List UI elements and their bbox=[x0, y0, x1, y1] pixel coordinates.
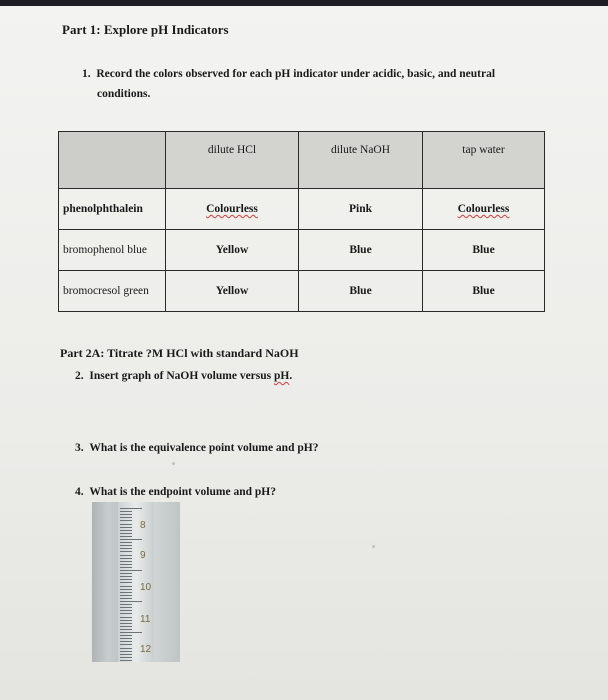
burette-tick bbox=[120, 623, 132, 624]
color-cell: Yellow bbox=[166, 271, 299, 312]
burette-tick bbox=[120, 641, 132, 642]
burette-tick bbox=[120, 607, 132, 608]
burette-tick bbox=[120, 530, 132, 531]
color-cell: Blue bbox=[299, 230, 423, 271]
table-header-cell: dilute NaOH bbox=[299, 132, 423, 189]
question-1-text: Record the colors observed for each pH indicator under acidic, basic, and neutral bbox=[96, 68, 496, 80]
question-2 bbox=[75, 370, 292, 382]
question-3-number: 3. bbox=[75, 442, 84, 454]
color-cell: Blue bbox=[423, 230, 545, 271]
burette-tick bbox=[120, 626, 132, 627]
burette-tick bbox=[120, 592, 132, 593]
burette-tick bbox=[120, 654, 132, 655]
question-1-number: 1. bbox=[82, 68, 91, 80]
indicator-table bbox=[58, 131, 545, 312]
question-2-period: . bbox=[289, 370, 293, 382]
table-row bbox=[59, 189, 545, 230]
burette-tick bbox=[120, 635, 132, 636]
color-cell: Yellow bbox=[166, 230, 299, 271]
burette-tick bbox=[120, 527, 132, 528]
color-cell bbox=[166, 189, 299, 230]
burette-tick bbox=[120, 533, 132, 534]
burette-tick bbox=[120, 617, 132, 618]
burette-tick bbox=[120, 613, 132, 614]
color-cell bbox=[423, 189, 545, 230]
burette-label: 10 bbox=[140, 582, 152, 593]
table-header-row bbox=[59, 132, 545, 189]
burette-tick bbox=[120, 629, 132, 630]
burette-tick bbox=[120, 514, 132, 515]
burette-tick bbox=[120, 555, 132, 556]
burette-tick bbox=[120, 586, 132, 587]
burette-tick bbox=[120, 536, 132, 537]
burette-tick bbox=[120, 576, 132, 577]
burette-tick bbox=[120, 520, 132, 521]
color-cell: Pink bbox=[299, 189, 423, 230]
burette-tick bbox=[120, 620, 132, 621]
indicator-name-cell: bromocresol green bbox=[59, 271, 166, 312]
burette-tick bbox=[120, 545, 132, 546]
burette-tick bbox=[120, 511, 132, 512]
burette-tick bbox=[120, 561, 132, 562]
burette-tick bbox=[120, 598, 132, 599]
question-1-line2: conditions. bbox=[97, 88, 151, 100]
burette-tick bbox=[120, 508, 142, 509]
burette-tick bbox=[120, 573, 132, 574]
question-3 bbox=[75, 442, 318, 454]
burette-tick bbox=[120, 582, 132, 583]
question-4-text: What is the endpoint volume and pH? bbox=[89, 486, 276, 498]
question-1-line1 bbox=[82, 68, 495, 80]
indicator-name-cell: bromophenol blue bbox=[59, 230, 166, 271]
burette-tick bbox=[120, 604, 132, 605]
burette-tick bbox=[120, 564, 132, 565]
burette-label: 8 bbox=[140, 520, 146, 531]
color-cell: Blue bbox=[423, 271, 545, 312]
burette-tick bbox=[120, 595, 132, 596]
burette-tick bbox=[120, 558, 132, 559]
color-value: Colourless bbox=[457, 203, 510, 215]
question-2-ph: pH bbox=[274, 370, 290, 382]
color-cell: Blue bbox=[299, 271, 423, 312]
burette-tick bbox=[120, 567, 132, 568]
table-header-cell: dilute HCl bbox=[166, 132, 299, 189]
paper-speck bbox=[372, 545, 375, 548]
question-2-number: 2. bbox=[75, 370, 84, 382]
burette-tick bbox=[120, 579, 132, 580]
burette-tick bbox=[120, 644, 132, 645]
burette-photo bbox=[92, 502, 180, 662]
burette-label: 12 bbox=[140, 644, 152, 655]
burette-tick bbox=[120, 632, 142, 633]
top-edge bbox=[0, 0, 608, 6]
table-header-cell bbox=[59, 132, 166, 189]
burette-tick bbox=[120, 657, 132, 658]
burette-tick bbox=[120, 610, 132, 611]
burette-tick bbox=[120, 589, 132, 590]
question-2-text: Insert graph of NaOH volume versus bbox=[89, 370, 275, 382]
burette-tick bbox=[120, 570, 142, 571]
color-value: Colourless bbox=[206, 203, 258, 215]
burette-tick bbox=[120, 651, 132, 652]
table-header-cell: tap water bbox=[423, 132, 545, 189]
table-row bbox=[59, 271, 545, 312]
question-3-text: What is the equivalence point volume and pH? bbox=[89, 442, 319, 454]
burette-tick bbox=[120, 517, 132, 518]
burette-tick bbox=[120, 660, 132, 661]
burette-tick bbox=[120, 648, 132, 649]
burette-tick bbox=[120, 524, 132, 525]
burette-tick bbox=[120, 539, 142, 540]
burette-tick bbox=[120, 548, 132, 549]
indicator-name-cell: phenolphthalein bbox=[59, 189, 166, 230]
table-row bbox=[59, 230, 545, 271]
burette-label: 11 bbox=[140, 614, 151, 625]
question-4-number: 4. bbox=[75, 486, 84, 498]
burette-label: 9 bbox=[140, 550, 146, 561]
question-4 bbox=[75, 486, 276, 498]
part1-title: Part 1: Explore pH Indicators bbox=[62, 22, 229, 37]
burette-tick bbox=[120, 638, 132, 639]
paper-speck bbox=[172, 462, 175, 465]
burette-tick bbox=[120, 542, 132, 543]
part2a-title: Part 2A: Titrate ?M HCl with standard NaOH bbox=[60, 346, 299, 360]
burette-tick bbox=[120, 601, 142, 602]
burette-tick bbox=[120, 551, 132, 552]
